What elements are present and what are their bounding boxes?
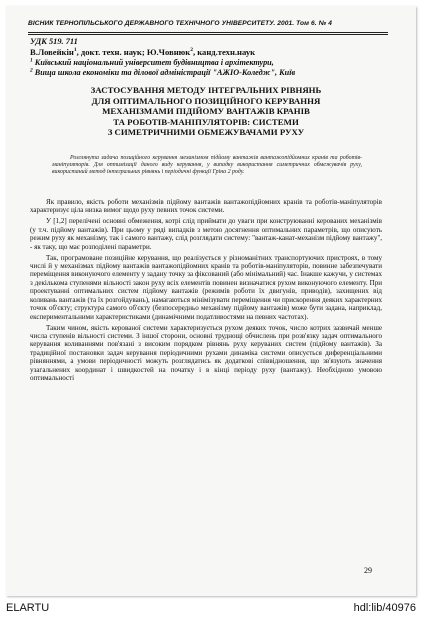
affiliation-2-sup: 2 — [30, 67, 33, 74]
affiliation-1-sup: 1 — [30, 57, 33, 64]
viewer-footer — [0, 598, 424, 620]
abstract: Розглянута задача позиційного керування механізмом підйому вантажів вантажопідйомних кранів та роботів-маніпуляторів. Для оптимізації даного виду керування, у випадку використання симетричних обмежувачів руху, використаний метод інтегральних рівнянь і періодичні функції Гріна 2 роду. — [52, 155, 362, 176]
journal-header: ВІСНИК ТЕРНОПІЛЬСЬКОГО ДЕРЖАВНОГО ТЕХНІЧНОГО УНІВЕРСИТЕТУ. 2001. Том 6. № 4 — [28, 20, 333, 27]
title-line: ТА РОБОТІВ-МАНІПУЛЯТОРІВ: СИСТЕМИ — [113, 116, 299, 127]
affiliation-2-text: Вища школа економіки та ділової адміністрації "АЖІО-Коледж", Київ — [32, 68, 296, 77]
author-2-name: Ю.Човнюк — [146, 47, 191, 57]
body-paragraph: Так, програмоване позиційне керування, що реалізується у різноманітних транспортуючих пристроях, в тому числі й у механізмах підйому вантажів вантажопідйомних кранів та роботів-маніпуляторів, повинне забезпечувати переміщення виконуючого елементу у задану точку за фіксований (або мінімальний) час. Інакше кажучи, у системах з декількома ступенями вільності закон руху всіх елементів повинен визначатися рухом виконуючого елементу. При проектуванні оптимальних систем підйому вантажів (режимів роботи їх двигунів, приводів), захищених від коливань вантажів (та їх розгойдувань), намагаються мінімізувати переміщення чи прискорення деяких характерних точок об'єкту; структура самого об'єкту (безпосередньо механізму підйому вантажів) може бути задана, наприклад, експериментальними характеристиками (динамічними податливостями на певних частотах). — [30, 253, 382, 321]
body-paragraph: Як правило, якість роботи механізмів підйому вантажів вантажопідйомних кранів та роботів-маніпуляторів характеризує ціла низка вимог щодо руху певних точок системи. — [30, 198, 382, 215]
udc-code: УДК 519. 711 — [30, 37, 78, 46]
body-paragraph: Таким чином, якість керованої системи характеризується рухом деяких точок, число котрих зазвичай менше числа ступенів вільності системи. З іншої сторони, основні труднощі обчислень при розв'язку задач оптимального керування коливаннями пов'язані з високим порядком рівнянь руху керуваних систем (підйому вантажів). За традиційної постановки задач керування періодичними рухами динаміка системи описується диференціальними рівняннями, а умови періодичності можуть розглядатись як додаткові співвідношення, що зв'язують значення узагальнених координат і швидкостей на початку і в кінці періоду руху (вантажу). Необхідною умовою оптимальності — [30, 323, 382, 383]
author-1-sup: 1 — [73, 47, 77, 54]
header-rule-top — [28, 32, 388, 33]
body-paragraph: У [1,2] перелічені основні обмеження, котрі слід приймати до уваги при конструюванні керованих механізмів (у т.ч. підйому вантажів). При цьому у ряді випадків з метою досягнення оптимальних параметрів, що описують режим руху як механізму, так і самого вантажу, слід розглядати систему: "вантаж-канат-механізм підйому вантажу", - як таку, що має розподілені параметри. — [30, 217, 382, 251]
paper-title — [30, 85, 382, 138]
affiliation-1 — [30, 58, 380, 67]
author-2-sup: 2 — [190, 47, 193, 54]
title-line: З СИМЕТРИЧНИМИ ОБМЕЖУВАЧАМИ РУХУ — [107, 127, 305, 138]
authors-line — [30, 47, 380, 57]
header-rule-bottom — [28, 34, 388, 35]
page-number: 29 — [364, 566, 372, 575]
title-line: ЗАСТОСУВАННЯ МЕТОДУ ІНТЕГРАЛЬНИХ РІВНЯНЬ — [90, 85, 322, 95]
author-1-name: В.Ловейкін — [30, 47, 74, 57]
affiliation-2 — [30, 68, 380, 77]
title-line: ДЛЯ ОПТИМАЛЬНОГО ПОЗИЦІЙНОГО КЕРУВАННЯ — [91, 95, 321, 106]
body-text — [30, 198, 382, 385]
footer-source-label: ELARTU — [6, 602, 50, 614]
affiliation-1-text: Київський національний університет будівництва і архітектури, — [32, 58, 274, 67]
title-line: МЕХАНІЗМАМИ ПІДІЙОМУ ВАНТАЖІВ КРАНІВ — [102, 106, 310, 117]
footer-handle-label: hdl:lib/40976 — [353, 602, 416, 614]
author-1-title: , докт. техн. наук; — [76, 47, 147, 57]
author-2-title: , канд.техн.наук — [192, 47, 256, 57]
